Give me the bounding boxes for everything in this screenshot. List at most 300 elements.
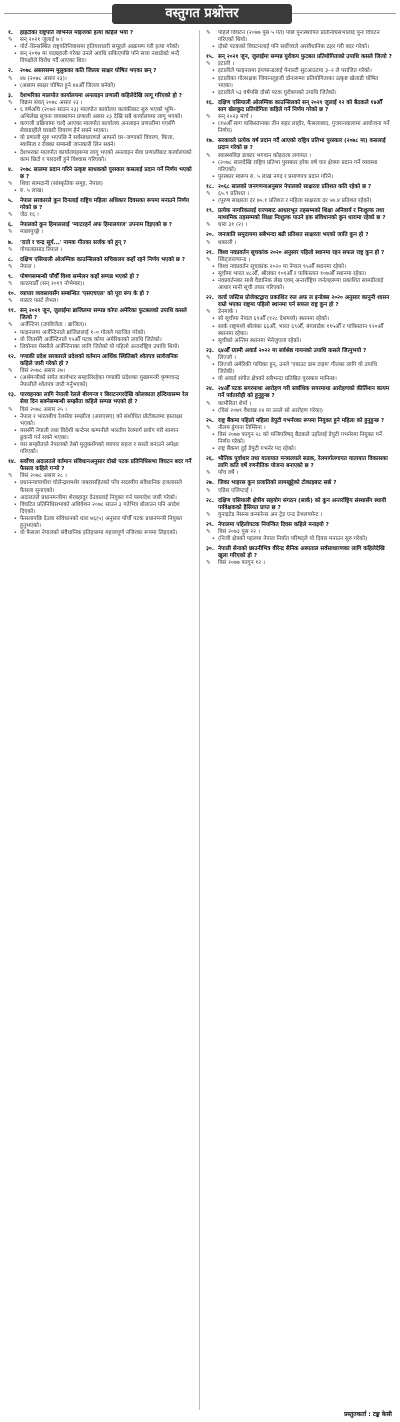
question [8,93,192,100]
question-number: १०. [8,291,16,298]
bullet-icon: • [13,149,17,156]
answer-detail [8,530,192,537]
answer-detail [206,76,392,90]
bullet-icon: • [211,159,215,166]
bullet-icon: • [211,44,215,51]
answer [206,560,392,567]
answer-detail-text: यो अवार्ड संगीत क्षेत्रको सबैभन्दा प्रतिष्ठित पुरस्कार मानिन्छ। [218,376,337,383]
question-text: दक्षिण एसियाली क्षेत्रीय सहयोग संगठन (सार्क) को कुन अन्तर्राष्ट्रिय संस्थासँग स्थायी पर्यवेक्षकको हैसियत प्राप्त छ ? [218,497,387,511]
answer-detail-text: (पुरुष साक्षरता दर ७५.१ प्रतिशत र महिला साक्षरता दर ५७.४ प्रतिशत रहेको) [218,198,372,205]
answer-detail-text: यो फैसला नेपालको संवैधानिक इतिहासमा महत्त्वपूर्ण नजिरका रूपमा लिइएको। [20,530,178,537]
answer-text: शिवा सामदानी (सांस्कृतिक समूह, नेपाल) [20,180,103,187]
bullet-icon: • [211,270,215,277]
answer-text: इटाली । [218,61,235,68]
answer-detail [206,68,392,75]
answer-detail-text: सूचीमा भारत ४८औँ, श्रीलंका १०१औँ र पाकिस्तान १०७औँ स्थानमा रहेका। [218,270,367,277]
bullet-icon: • [211,89,215,96]
question-text: जिका भाइरस कुन प्रजातिको लामखुट्टेको टोकाइबाट सर्छ ? [218,480,337,487]
pen-icon: ✎ [206,470,211,477]
answer-text: कामीरिता शेर्पा । [218,400,252,407]
answer [8,181,192,188]
answer-detail [206,338,392,345]
section-title: वस्तुगत प्रश्नोत्तर [112,4,292,24]
answer-detail-text: लिज्जो अमेरिकी गायिका हुन्, उनले 'एबाउट डाम टाइम' गीतका लागि यो उपाधि जितेकी। [218,362,378,376]
question-text: राष्ट्र बैंकमा पहिलो महिला डेपुटी गभर्नरका रूपमा नियुक्त हुने महिला को हुनुहुन्छ ? [218,417,385,424]
answer-detail [206,324,392,338]
answer-detail-text: पुरस्कार स्वरूप रु. ५ लाख नगद र प्रमाणपत्र प्रदान गरिने। [218,173,333,180]
answer-detail [8,83,192,90]
answer-detail-text: प्रधानन्यायाधीश चोलेन्द्रशमशेर जबरासहितको पाँच सदस्यीय संवैधानिक इजलासले फैसला सुनाएको। [20,480,182,494]
pen-icon: ✎ [8,180,13,187]
answer-detail [8,150,192,164]
answer-text: लिज्जो । [218,354,236,361]
answer-text: पाँच वर्षे । [218,470,239,477]
answer-text: धारा ३१ (२) । [218,222,248,229]
answer-detail [8,330,192,337]
question-number: १४. [8,459,16,466]
qa-item [8,274,192,288]
question [8,198,192,212]
question-number: ३. [8,92,14,99]
answer-detail-text: पोर्ट–प्रिन्सस्थित राष्ट्रपतिनिवासमा हतियारधारी समूहले आक्रमण गरी हत्या गरेको। [20,44,180,51]
answer-text: माछापुच्छ्रे । [20,229,44,236]
question-number: २०. [206,232,214,239]
qa-item [206,30,392,51]
bullet-icon: • [211,376,215,383]
answer-detail [8,107,192,121]
question [8,459,192,473]
question [206,250,392,257]
bullet-icon: • [13,135,17,142]
bullet-icon: • [13,121,17,128]
bullet-icon: • [211,407,215,414]
answer-text: ४४ (२०७८ असार २३)। [20,75,67,82]
answer-text: विसं २०७३ पुस २२ । [218,529,260,535]
question [206,522,392,529]
answer-detail [8,375,192,389]
bullet-icon: • [211,121,215,128]
bullet-icon: • [13,51,17,58]
answer-detail-text: लियोनल मेस्सीले अर्जेन्टिनाका लागि जितेको यो पहिलो अन्तर्राष्ट्रिय उपाधि थियो। [20,343,180,350]
qa-item [8,30,192,65]
qa-item [206,138,392,181]
question-text: सन् २०२१ जुन, जुलाईमा ब्राजिलमा सम्पन्न कोपा अमेरिका फुटबलको उपाधि कसले जित्यो ? [20,308,187,322]
answer-detail-text: (अछाम साक्षर घोषित हुने ४४औँ जिल्ला बनेको) [20,82,116,89]
question [8,274,192,281]
question [8,354,192,368]
answer-detail [206,90,392,97]
bullet-icon: • [13,82,17,89]
question [206,456,392,470]
question-number: ४. [8,166,14,173]
answer-text: पहिले विघटन (२०७७ पुस ५ गते) पछि पुनःस्थापित प्रतिनिधिसभालाई पुनः विघटन गरिएको थियो। [218,30,380,44]
bullet-icon: • [13,501,17,508]
qa-item [8,68,192,89]
bullet-icon: • [13,106,17,113]
question-text: जनजाति समुदायमा सबैभन्दा बढी प्रतिशत साक्षरता भएको जाति कुन हो ? [218,232,369,239]
answer-detail [8,121,192,135]
bullet-icon: • [211,446,215,453]
qa-item [8,93,192,164]
answer-detail-text: इटालीका गोलरक्षक जियानलुइजी डोनारुम्मा प्रतियोगिताका उत्कृष्ट खेलाडी घोषित भएका। [218,75,379,89]
bullet-icon: • [211,68,215,75]
question-text: व्यापार व्यवसायसँग सम्बन्धित 'एसएचएल' को पूरा रूप के हो ? [20,291,150,298]
answer-detail-text: नवप्रवर्तनका साथै वैज्ञानिक लेख एवम् अन्तर्राष्ट्रिय जर्नलहरूमा प्रकाशित सामग्रीलाई आधार मानी सूची तयार गरिएको। [218,278,384,292]
question-number: १९. [206,208,214,215]
answer-detail-text: यो जितसँगै अर्जेन्टिनाले १५औँ पटक कोपा अमेरिकाको उपाधि जितेको। [20,336,162,343]
question-text: प्रत्येक नागरिकलाई राज्यबाट आधारभूत तहसम्मको शिक्षा अनिवार्य र निःशुल्क तथा माध्यमिक तहसम्मको शिक्षा निःशुल्क पाउने हक संविधानको कुन धारामा रहेको छ ? [218,208,386,222]
question-text: भौतिक पूर्वाधार तथा यातायात मन्त्रालयले सडक, रेलमार्गलगायत यातायात विकासका लागि कति वर्षे रणनीतिक योजना बनाएको छ ? [218,456,388,470]
bullet-icon: • [211,431,215,438]
answer-detail [206,362,392,376]
bullet-icon: • [211,337,215,344]
answer-detail [8,51,192,65]
pen-icon: ✎ [206,256,211,263]
bullet-icon: • [13,187,17,194]
question-text: पारवहनका लागि नेपाली रेलले बीरगन्ज र बिराटनगरदेखि कोलकाता हल्दियासम्म रेल सेवा दिन सक्नेसम्बन्धी सम्झौता कहिले सम्पन्न भएको हो ? [20,392,189,406]
question [206,295,392,309]
question-text: वर्ल्ड जस्टिस प्रोजेक्टद्वारा प्रकाशित रुल अफ ल इन्डेक्स २०२० अनुसार कानुनी शासन राम्रो भएका राष्ट्रमा पहिलो स्थानमा पर्न सफल राष्ट्र कुन हो ? [218,295,390,309]
answer-text: ६५.९ प्रतिशत । [218,190,249,197]
question-text: हाइटीका राष्ट्रपति जोभेनेल मोइजको हत्या कहिले भयो ? [20,30,134,36]
answer-detail-text: सो सूचीमा नेपाल ६१औँ (१२८ देशमध्ये) स्थानमा रहेको। [218,316,329,323]
question [206,232,392,239]
qa-item [8,198,192,219]
answer [206,488,392,495]
qa-item [8,222,192,236]
answer [206,355,392,362]
pen-icon: ✎ [8,322,13,329]
question-number: १५. [206,54,214,61]
question [8,257,192,264]
answer-detail [206,432,392,446]
question [206,208,392,222]
qa-item [8,308,192,351]
answer-detail [206,376,392,383]
question [206,418,392,425]
question-number: २. [8,68,14,75]
question-text: विश्व नवप्रवर्तन सूचकांक २०२० अनुसार पहिलो स्थानमा रहन सफल राष्ट्र कुन हो ? [218,249,385,256]
answer-detail-text: (निजी क्षेत्रको पहलमा नेपाल निर्यात परिषद्ले यो दिवस मनाउन सुरु गरेको) [218,536,368,543]
answer-text: अर्जेन्टिना (उपविजेता : ब्राजिल)। [20,322,87,329]
pen-icon: ✎ [206,424,211,431]
question-number: ९. [8,273,14,280]
answer [8,76,192,83]
pen-icon: ✎ [206,114,211,121]
question-text: नेपालमा पहिलोपटक नियन्त्रित दिवस कहिले मनाइयो ? [218,521,329,528]
answer [8,247,192,254]
bullet-icon: • [13,375,17,382]
qa-item [8,167,192,195]
answer-detail-text: राष्ट्र बैंकमा दुई डेपुटी गभर्नर पद रहेको। [218,446,296,453]
answer-text: विसं २०७८ असार २७। [20,368,66,375]
question [8,240,192,247]
answer [206,425,392,432]
question-text: ६४औँ ग्र्यामी अवार्ड २०२२ मा सर्वश्रेष्ठ गायनको उपाधि कसले जित्नुभयो ? [218,347,367,354]
answer-detail [8,480,192,494]
answer-detail [206,264,392,271]
bullet-icon: • [13,441,17,448]
qa-item [8,291,192,305]
answer-detail [206,316,392,323]
bullet-icon: • [13,480,17,487]
bullet-icon: • [211,536,215,543]
answer-detail [8,495,192,502]
qa-item [8,459,192,537]
answer-text: डेनमार्क । [218,309,238,316]
answer-text: मास्टर फर्स्ट लेभल। [20,298,59,305]
pen-icon: ✎ [206,560,211,567]
question-text: सन् २०२१ जुन, जुलाईमा सम्पन्न युरोकप फुटबल प्रतियोगिताको उपाधि कसले जित्यो ? [218,54,392,61]
answer-detail [8,188,192,195]
answer [8,322,192,329]
answer [206,512,392,519]
question-text: सर्वोच्च अदालतले वर्तमान संविधानअनुसार दोस्रो पटक प्रतिनिधिसभा विघटन बदर गर्ने फैसला कहिले गऱ्यो ? [20,459,192,473]
pen-icon: ✎ [8,75,13,82]
presenter-credit: प्रस्तुतकर्ता : टङ्क केसी [344,1411,392,1418]
answer [206,191,392,198]
answer-detail-text: फैसलापछि देउवा संविधानको धारा ७६(५) अनुसार पाँचौँ पटक प्रधानमन्त्री नियुक्त हुनुभएको। [20,515,182,529]
answer [8,212,192,219]
qa-item [206,348,392,383]
question-number: ३०. [206,546,214,553]
qa-item [206,522,392,543]
answer-detail [206,446,392,453]
question [206,480,392,487]
bullet-icon: • [211,316,215,323]
pen-icon: ✎ [8,212,13,219]
answer [206,470,392,477]
answer-detail-text: नेपाल र भारतबीच रेलसेवा सम्झौता (आरएसए) को संशोधित प्रोटोकलमा हस्ताक्षर भएको। [20,413,183,427]
qa-item [206,100,392,135]
qa-item [206,250,392,293]
answer-detail-text: यससँगै नेपाली तथा विदेशी कन्टेनर कम्पनीले भारतीय रेलमार्ग प्रयोग गरी सामान ढुवानी गर्न सक्ने भएका। [20,427,179,441]
question-text: सरकारले प्रत्येक वर्ष प्रदान गर्दै आएको राष्ट्रिय प्रतिभा पुरस्कार (२०७८ मा) कसलाई प्रदान गरेको छ ? [218,138,386,152]
pen-icon: ✎ [206,61,211,68]
answer-detail [8,502,192,516]
answer-text: स्विट्जरल्यान्ड । [218,256,251,263]
question-text: पोषणसम्बन्धी पाँचौँ विश्व सम्मेलन कहाँ सम्पन्न भएको हो ? [20,273,140,280]
answer-text: थकाली । [218,239,237,246]
question-number: १३. [8,392,16,399]
question-number: ११. [8,308,16,315]
answer-text: विक्रम संवत् २०७८ असार २३ । [20,99,83,106]
question-number: २८. [206,497,214,504]
bullet-icon: • [13,44,17,51]
answer [8,264,192,271]
answer-text: विसं २०७७ फागुन १२ । [218,560,266,567]
answer-text: नीलम ढुंगाना तिम्सिना । [218,424,266,431]
answer-text: विसं २०७८ असार २५ । [20,406,67,413]
question-number: २७. [206,480,214,487]
answer-detail-text: कागजी प्रक्रियामा चल्दै आएका मालपोत कार्यालय अनलाइन प्रणालीमा गएसँगै सेवाग्राहीले घरबाटै विवरण हेर्न सक्ने भएका। [20,121,175,135]
pen-icon: ✎ [206,30,211,36]
question-text: 'रातो र चन्द्र सूर्य...' नामक गीतका सर्जक को हुन् ? [20,239,127,246]
answer-detail [206,160,392,174]
pen-icon: ✎ [8,298,13,305]
question-number: २६. [206,456,214,463]
qa-item [8,240,192,254]
qa-item [8,257,192,271]
question-number: ५. [8,198,14,205]
bullet-icon: • [211,173,215,180]
answer-detail-text: सन् २०१७ मा पदबहाली गरेका उनले अवधि सकिएपछि पनि सत्ता नछाडेको भन्दै विपक्षीले विरोध गर्दै आएका थिए। [20,51,180,65]
qa-item [206,456,392,477]
question [206,546,392,560]
left-column [8,30,192,1420]
answer-detail [206,44,392,51]
question-number: २४. [206,386,214,393]
answer [8,407,192,414]
question-text: २०७८ सालमा प्रदान गरिने उत्कृष्ट साधकको पुरस्कार कसलाई प्रदान गर्ने निर्णय भएको छ ? [20,166,192,180]
question-text: २०७८ असारसम्म मुलुकका कति जिल्ला साक्षर घोषित भएका छन् ? [20,68,157,75]
bullet-icon: • [211,263,215,270]
answer [8,298,192,305]
answer-detail-text: सूचीको अन्तिम स्थानमा भेनेजुएला रहेको। [218,337,302,344]
pen-icon: ✎ [8,263,13,270]
pen-icon: ✎ [206,400,211,407]
bullet-icon: • [13,329,17,336]
pen-icon: ✎ [8,368,13,375]
qa-item [206,295,392,345]
pen-icon: ✎ [8,37,13,44]
answer-detail-text: देशभरका मालपोत कार्यालयहरूमा लागू भएको अनलाइन सेवा प्रणालीबाट कार्यालयको काम छिटो र पारदर्शी हुने विश्वास गरिएको। [20,149,192,163]
question-number: ६. [8,222,14,229]
question-text: दक्षिण एसियाली ओलम्पिक काउन्सिलको सचिवालय कहाँ रहने निर्णय भएको छ ? [20,256,186,263]
question-number: १२. [8,353,16,360]
question-number: २२. [206,295,214,302]
answer-detail-text: यो प्रणाली सुरु भएपछि नै सर्वसाधारणले आफ्नो घर–जग्गाको विवरण, कित्ता, स्वामित्व र रोक्का सम्बन्धी जानकारी लिन सक्ने। [20,135,175,149]
question-number: ७. [8,239,14,246]
answer [8,281,192,288]
answer-detail-text: विघटित प्रतिनिधिसभाको अधिवेशन २०७८ साउन ३ गतेभित्र बोलाउन पनि आदेश दिएको। [20,501,180,515]
bullet-icon: • [211,75,215,82]
answer-detail [206,198,392,205]
qa-item [206,498,392,519]
answer [8,229,192,236]
qa-item [206,232,392,246]
pen-icon: ✎ [206,190,211,197]
answer-text: युनाइटेड नेसन्स कन्फरेन्स अन ट्रेड एन्ड डेभलपमेन्ट । [218,511,323,518]
bullet-icon: • [13,336,17,343]
bullet-icon: • [211,278,215,284]
answer-detail-text: रु. ५ लाख। [20,187,44,194]
answer [206,30,392,44]
question-number: १८. [206,183,214,190]
qa-item [206,418,392,453]
bullet-icon: • [13,530,17,537]
qa-item [206,208,392,229]
qa-item [8,354,192,389]
answer-detail [8,337,192,344]
answer-detail-text: ६ वर्षअघि (२०७२ साउन २३) मालपोत कार्यालय कलंकीबाट सुरु भएको भूमि–अभिलेख सूचना व्यवस्थापन प्रणाली असार २३ देखि सबै कार्यालयमा लागू भएको। [20,106,183,121]
answer [206,240,392,247]
question-number: १७. [206,138,214,145]
pen-icon: ✎ [206,529,211,535]
question-text: देशभरिका मालपोत कार्यालयमा अनलाइन प्रणाली कहिलेदेखि लागू गरिएको हो ? [20,92,183,99]
question-number: २३. [206,347,214,354]
bullet-icon: • [211,323,215,330]
right-column [206,30,392,1420]
pen-icon: ✎ [206,354,211,361]
question-number: १६. [206,99,214,106]
answer-detail [8,344,192,351]
answer-detail-text: विसं २०७७ फागुन २८ को मन्त्रिपरिषद् बैठकले उहाँलाई डेपुटी गभर्नरमा नियुक्त गर्ने निर्णय गरेको। [218,431,382,445]
pen-icon: ✎ [206,487,211,494]
question [206,348,392,355]
qa-item [206,480,392,494]
pen-icon: ✎ [8,281,13,287]
answer-detail-text: (अर्थमन्त्रीको समेत कार्यभार सम्हालिरहेका गण्डकी प्रदेशका मुख्यमन्त्री कृष्णचन्द्र नेपालीले श्वेतपत्र जारी गर्नुभएको) [20,375,180,389]
answer-detail [206,278,392,292]
answer [206,401,392,408]
answer-text: नेपाल । [20,263,36,270]
answer-text: काठमाडौँ (सन् २०१९ नोभेम्बर)। [20,281,85,287]
question-number: ८. [8,256,14,263]
qa-item [206,546,392,567]
answer-detail [206,174,392,181]
bullet-icon: • [211,198,215,205]
pen-icon: ✎ [8,473,13,480]
question-text: नेपाल सरकारले कुन दिनलाई राष्ट्रिय महिला अधिकार दिवसका रूपमा मनाउने निर्णय गरेको छ ? [20,198,189,212]
question-text: २०६८ सालको जनगणनाअनुसार नेपालको साक्षरता प्रतिशत कति रहेको छ ? [218,183,372,190]
answer-detail [8,516,192,530]
question-number: २९. [206,521,214,528]
answer [206,222,392,229]
bullet-icon: • [13,343,17,350]
answer-detail [206,536,392,543]
qa-item [8,392,192,456]
question [206,386,392,400]
answer-detail [8,428,192,442]
question-number: २५. [206,417,214,424]
answer-detail-text: (१४औँ साग पाकिस्तानका तीन सहर लाहोर, फैसलाबाद, गुजरानवालामा आयोजना गर्ने निर्णय) [218,121,390,135]
answer-text: एडिस एजिप्टाई । [218,487,253,494]
question [8,68,192,75]
answer [206,153,392,160]
question-text: दक्षिण एसियाली ओलम्पिक काउन्सिलको सन् २०२१ जुलाई १२ को बैठकले १४औँ साग खेलकुद प्रतियोगिता कहिले गर्ने निर्णय गरेको छ ? [218,99,383,113]
question-number: १. [8,30,14,36]
answer-detail-text: इटालीले फाइनलमा इंग्ल्यान्डलाई पेनाल्टी सुटआउटमा ३–२ ले पराजित गरेको। [218,68,372,75]
answer-detail-text: दोस्रो पटकको विघटनलाई पनि सर्वोच्चले असंवैधानिक ठहर गरी बदर गरेको। [218,44,370,51]
question-text: नेपाली सेनाको छाउनीभित्र वीरेन्द्र सैनिक अस्पताल सर्वसाधारणका लागि कहिलेदेखि खुला गरिएको हो ? [218,546,385,560]
bullet-icon: • [13,515,17,522]
question-text: गण्डकी प्रदेश सरकारले प्रदेशको वर्तमान आर्थिक स्थितिबारे श्वेतपत्र सार्वजनिक कहिले जारी गरेको हो ? [20,353,178,367]
answer [206,257,392,264]
question-text: नेपालको कुन हिमाललाई 'म्याटरहर्न अफ हिमालयाज' उपनाम दिइएको छ ? [20,222,173,229]
qa-item [206,386,392,414]
pen-icon: ✎ [206,309,211,316]
question [206,498,392,512]
answer-detail [8,414,192,428]
answer-text: सन् २०२१ जुलाई ७ । [20,37,63,44]
answer-detail-text: (विसं २०७९ वैशाख २४ मा उनले सो आरोहण गरेका) [218,407,323,414]
pen-icon: ✎ [206,511,211,518]
pen-icon: ✎ [8,406,13,413]
answer-detail [8,135,192,149]
pen-icon: ✎ [8,229,13,236]
question-number: २१. [206,249,214,256]
answer-text: विसं २०७८ असार २८ । [20,473,67,480]
answer-detail [206,271,392,278]
question [206,100,392,114]
answer-detail [8,442,192,456]
answer-detail [206,408,392,415]
pen-icon: ✎ [8,99,13,106]
question [206,138,392,152]
bullet-icon: • [13,427,17,434]
bullet-icon: • [13,413,17,420]
